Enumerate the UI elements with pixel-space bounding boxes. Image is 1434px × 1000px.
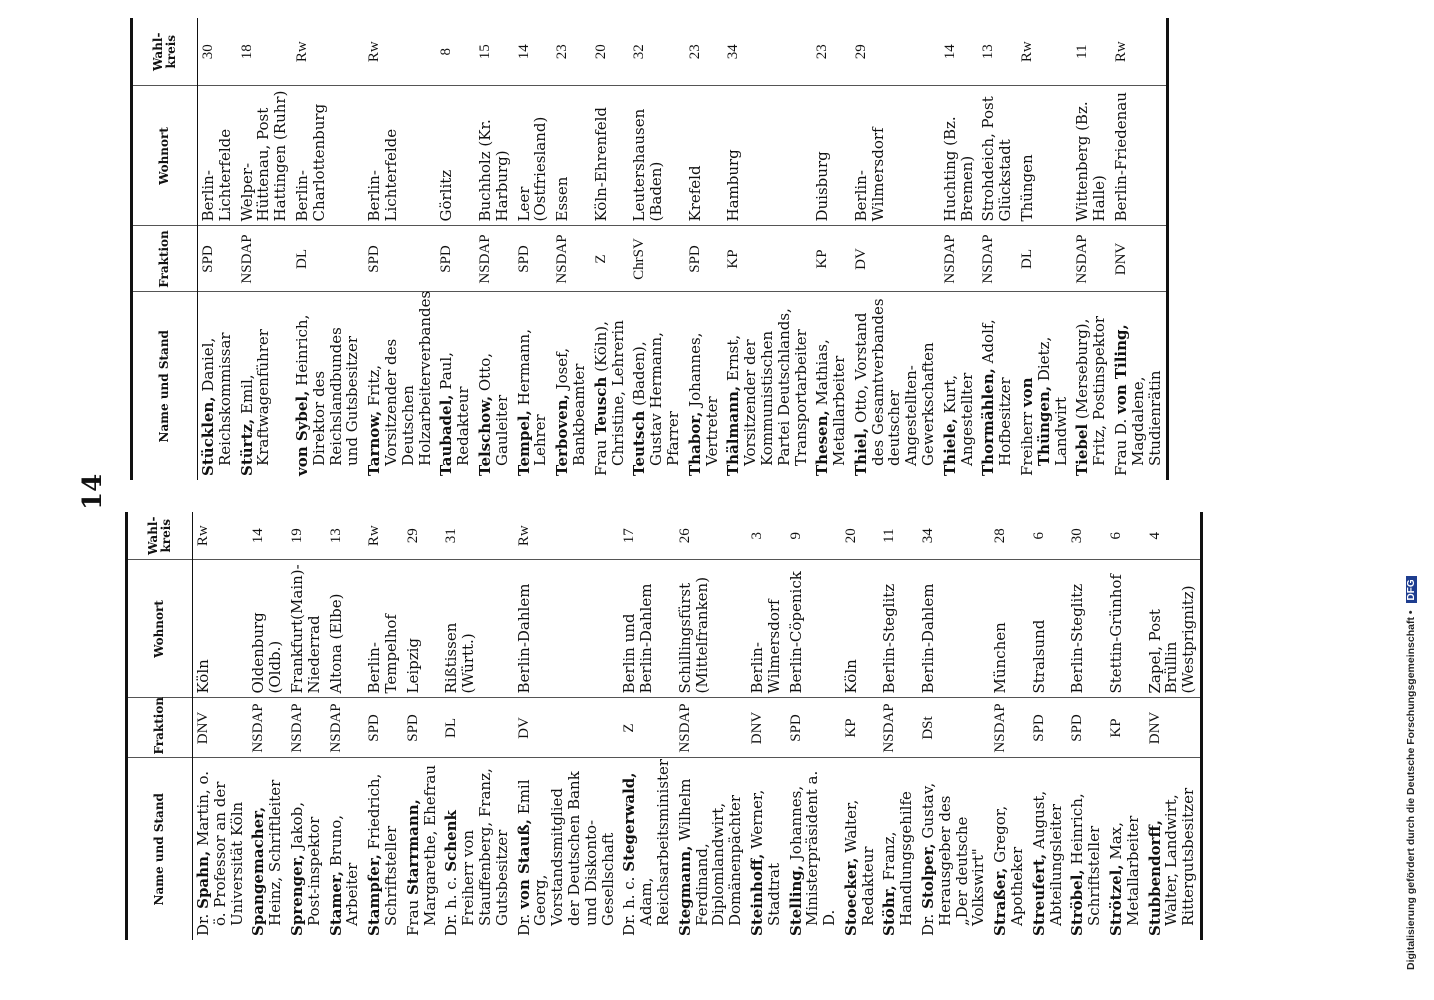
wohnort-cell: Berlin-Wilmersdorf bbox=[747, 560, 786, 698]
member-name-cell bbox=[287, 758, 326, 940]
table-row bbox=[514, 512, 620, 940]
wohnort-cell: Berlin-Lichterfelde bbox=[364, 86, 436, 226]
member-surname: Stolper, bbox=[919, 843, 938, 909]
name-prefix: Dr. bbox=[919, 913, 938, 936]
members-table-left bbox=[125, 512, 1203, 940]
fraktion-cell: DV bbox=[514, 698, 620, 758]
fraktion-cell: NSDAP bbox=[978, 226, 1017, 292]
wohnort-cell: Berlin-Wilmersdorf bbox=[851, 86, 940, 226]
wohnort-cell: Rißtissen (Württ.) bbox=[441, 560, 513, 698]
member-details: Walter, Redakteur bbox=[841, 799, 877, 926]
wahlkreis-cell: Rw bbox=[292, 18, 364, 86]
table-row bbox=[851, 18, 940, 480]
wohnort-cell: Hamburg bbox=[723, 86, 812, 226]
member-surname: Teusch bbox=[591, 376, 610, 436]
member-details: Martin, o. ö. Professor an der Universität Köln bbox=[194, 771, 246, 926]
member-details: Heinrich, Schriftsteller bbox=[1068, 793, 1104, 926]
member-surname: Terboven, bbox=[553, 394, 572, 476]
fraktion-cell: SPD bbox=[436, 226, 475, 292]
wahlkreis-cell: 20 bbox=[591, 18, 630, 86]
member-surname: Tiebel bbox=[1073, 423, 1092, 476]
member-surname: Ströbel, bbox=[1068, 869, 1087, 936]
fraktion-cell: DV bbox=[851, 226, 940, 292]
wohnort-cell: Duisburg bbox=[812, 86, 851, 226]
fraktion-cell: KP bbox=[1106, 698, 1145, 758]
member-surname: Schenk bbox=[442, 810, 461, 872]
wahlkreis-cell: 28 bbox=[990, 512, 1029, 560]
member-details: Wilhelm Ferdinand, Diplomlandwirt, Domänenpächter bbox=[675, 778, 745, 926]
wohnort-cell: Altona (Elbe) bbox=[326, 560, 365, 698]
wohnort-cell: Welper-Hüttenau, Post Hattingen (Ruhr) bbox=[237, 86, 292, 226]
member-surname: Stürtz, bbox=[237, 418, 256, 476]
member-name-cell bbox=[248, 758, 287, 940]
member-name-cell bbox=[1067, 758, 1106, 940]
wohnort-cell: Berlin-Tempelhof bbox=[364, 560, 403, 698]
fraktion-cell: SPD bbox=[1029, 698, 1068, 758]
fraktion-cell: NSDAP bbox=[940, 226, 979, 292]
member-surname: Stamer, bbox=[326, 871, 345, 936]
table-row bbox=[1067, 512, 1106, 940]
member-name-cell bbox=[629, 292, 684, 480]
wahlkreis-cell: 13 bbox=[978, 18, 1017, 86]
member-details: August, Abteilungsleiter bbox=[1029, 790, 1065, 926]
member-name-cell bbox=[747, 758, 786, 940]
wahlkreis-cell: 13 bbox=[326, 512, 365, 560]
member-name-cell bbox=[723, 292, 812, 480]
member-details: Daniel, Reichskommissar bbox=[199, 332, 234, 466]
fraktion-cell: SPD bbox=[786, 698, 841, 758]
wahlkreis-cell: 6 bbox=[1029, 512, 1068, 560]
footer-text: Digitalisierung gefördert durch die Deutsche Forschungsgemeinschaft • bbox=[1405, 610, 1417, 970]
member-name-cell bbox=[514, 292, 553, 480]
member-details: Heinz, Schriftleiter bbox=[266, 779, 285, 926]
member-details: Walter, Landwirt, Rittergutsbesitzer bbox=[1162, 787, 1198, 926]
member-details: Max, Metallarbeiter bbox=[1107, 815, 1142, 926]
member-name-cell bbox=[552, 292, 591, 480]
wohnort-cell: Stralsund bbox=[1029, 560, 1068, 698]
name-prefix: Frau bbox=[591, 439, 610, 476]
member-surname: von Tiling, bbox=[1112, 324, 1131, 414]
wohnort-cell: Essen bbox=[552, 86, 591, 226]
wohnort-cell: Berlin-Friedenau bbox=[1111, 86, 1168, 226]
member-surname: Steinhoff, bbox=[747, 853, 766, 936]
table-row bbox=[1017, 18, 1072, 480]
member-details: Josef, Bankbeamter bbox=[553, 348, 588, 466]
footer-credit bbox=[1405, 270, 1417, 970]
wahlkreis-cell: 17 bbox=[619, 512, 674, 560]
fraktion-cell: SPD bbox=[364, 698, 403, 758]
member-surname: Thesen, bbox=[813, 410, 832, 476]
wahlkreis-cell: 4 bbox=[1145, 512, 1202, 560]
member-details: Freiherr von Stauffenberg, Franz, Gutsbesitzer bbox=[459, 768, 511, 926]
member-name-cell bbox=[436, 292, 475, 480]
fraktion-cell: NSDAP bbox=[287, 698, 326, 758]
table-row bbox=[1029, 512, 1068, 940]
name-prefix: Dr. bbox=[514, 913, 533, 936]
wohnort-cell: Leipzig bbox=[403, 560, 442, 698]
member-details: Bruno, Arbeiter bbox=[326, 814, 362, 926]
wahlkreis-cell: Rw bbox=[514, 512, 620, 560]
fraktion-cell: DNV bbox=[747, 698, 786, 758]
wohnort-cell: Köln bbox=[841, 560, 880, 698]
wahlkreis-cell: 14 bbox=[248, 512, 287, 560]
wahlkreis-cell: 34 bbox=[723, 18, 812, 86]
table-row bbox=[879, 512, 918, 940]
table-row bbox=[1111, 18, 1168, 480]
table-row bbox=[841, 512, 880, 940]
member-details: Otto, Vorstand des Gesamtverbandes deutscher Angestellten-Gewerkschaften bbox=[851, 298, 938, 466]
fraktion-cell: DL bbox=[1017, 226, 1072, 292]
table-row bbox=[364, 512, 403, 940]
member-details: Johannes, Vertreter bbox=[685, 332, 721, 466]
table-row bbox=[812, 18, 851, 480]
member-name-cell bbox=[619, 758, 674, 940]
member-name-cell bbox=[326, 758, 365, 940]
member-surname: Taubadel, bbox=[437, 394, 456, 476]
member-surname: Streufert, bbox=[1029, 853, 1048, 936]
wohnort-cell: Berlin-Cöpenick bbox=[786, 560, 841, 698]
wahlkreis-cell: 29 bbox=[851, 18, 940, 86]
member-details: (Köln), Christine, Lehrerin bbox=[591, 320, 627, 466]
member-name-cell bbox=[685, 292, 724, 480]
header-wohnort: Wohnort bbox=[127, 560, 193, 698]
member-details: Franz, Handlungsgehilfe bbox=[880, 791, 916, 926]
wahlkreis-cell: Rw bbox=[364, 512, 403, 560]
name-prefix: Frau bbox=[403, 899, 422, 936]
member-details: Kurt, Angestellter bbox=[940, 372, 976, 466]
wahlkreis-cell: 3 bbox=[747, 512, 786, 560]
wahlkreis-cell: 23 bbox=[552, 18, 591, 86]
member-details: Magdalene, Studienrätin bbox=[1128, 370, 1164, 466]
member-surname: Thabor, bbox=[685, 411, 704, 476]
table-row bbox=[685, 18, 724, 480]
wohnort-cell: Berlin-Dahlem bbox=[514, 560, 620, 698]
member-details: Otto, Gauleiter bbox=[475, 352, 511, 466]
table-row bbox=[193, 512, 249, 940]
name-prefix: Dr. h. c. bbox=[620, 876, 639, 936]
member-name-cell bbox=[1029, 758, 1068, 940]
page-number: 14 bbox=[78, 473, 108, 510]
wohnort-cell: Stettin-Grünhof bbox=[1106, 560, 1145, 698]
member-details: (Merseburg), Fritz, Postinspektor bbox=[1073, 315, 1109, 466]
fraktion-cell: KP bbox=[723, 226, 812, 292]
member-name-cell bbox=[851, 292, 940, 480]
wahlkreis-cell: 29 bbox=[403, 512, 442, 560]
wohnort-cell: Berlin und Berlin-Dahlem bbox=[619, 560, 674, 698]
member-name-cell bbox=[364, 758, 403, 940]
table-row bbox=[629, 18, 684, 480]
member-details: Johannes, Ministerpräsident a. D. bbox=[786, 770, 839, 926]
member-details: Hermann, Lehrer bbox=[514, 329, 550, 466]
fraktion-cell: NSDAP bbox=[1072, 226, 1111, 292]
table-row bbox=[287, 512, 326, 940]
fraktion-cell: SPD bbox=[1067, 698, 1106, 758]
member-details: Werner, Stadtrat bbox=[747, 789, 783, 926]
table-row bbox=[514, 18, 553, 480]
wohnort-cell: Köln bbox=[193, 560, 249, 698]
member-name-cell bbox=[675, 758, 747, 940]
member-name-cell bbox=[1106, 758, 1145, 940]
wohnort-cell: Zapel, Post Brüllin (Westprignitz) bbox=[1145, 560, 1202, 698]
member-name-cell bbox=[1145, 758, 1202, 940]
member-details: Adolf, Hofbesitzer bbox=[979, 319, 1015, 466]
table-row bbox=[292, 18, 364, 480]
member-surname: Stöhr, bbox=[880, 885, 899, 936]
name-prefix: Dr. h. c. bbox=[442, 876, 461, 936]
dfg-logo: DFG bbox=[1406, 576, 1417, 603]
fraktion-cell: SPD bbox=[198, 226, 237, 292]
fraktion-cell: SPD bbox=[514, 226, 553, 292]
table-row bbox=[990, 512, 1029, 940]
fraktion-cell: DSt bbox=[918, 698, 990, 758]
header-wahlkreis: Wahl-kreis bbox=[127, 512, 193, 560]
wahlkreis-cell: 23 bbox=[685, 18, 724, 86]
member-surname: Tempel, bbox=[514, 410, 533, 476]
member-details: Heinrich, Direktor des Reichslandbundes und Gutsbesitzer bbox=[292, 314, 362, 466]
header-fraktion: Fraktion bbox=[127, 698, 193, 758]
member-name-cell bbox=[441, 758, 513, 940]
member-details: Jakob, Post-inspektor bbox=[287, 802, 323, 926]
wahlkreis-cell: 11 bbox=[879, 512, 918, 560]
fraktion-cell: NSDAP bbox=[552, 226, 591, 292]
wohnort-cell: Oldenburg (Oldb.) bbox=[248, 560, 287, 698]
member-surname: Spahn, bbox=[194, 850, 212, 909]
table-body-right bbox=[198, 18, 1168, 480]
table-row bbox=[918, 512, 990, 940]
table-row bbox=[364, 18, 436, 480]
member-details: Margarethe, Ehefrau bbox=[420, 765, 439, 926]
member-details: Mathias, Metallarbeiter bbox=[813, 339, 849, 466]
fraktion-cell: NSDAP bbox=[237, 226, 292, 292]
wohnort-cell: München bbox=[990, 560, 1029, 698]
wahlkreis-cell: 14 bbox=[514, 18, 553, 86]
table-row bbox=[441, 512, 513, 940]
member-surname: von Thüngen, bbox=[1018, 377, 1053, 466]
table-row bbox=[1106, 512, 1145, 940]
wohnort-cell: Berlin-Charlottenburg bbox=[292, 86, 364, 226]
fraktion-cell: SPD bbox=[364, 226, 436, 292]
wahlkreis-cell: 31 bbox=[441, 512, 513, 560]
table-row bbox=[248, 512, 287, 940]
wohnort-cell: Berlin-Steglitz bbox=[879, 560, 918, 698]
member-surname: Tarnow, bbox=[365, 410, 384, 476]
member-surname: Straßer, bbox=[991, 867, 1010, 936]
wohnort-cell: Berlin-Steglitz bbox=[1067, 560, 1106, 698]
member-surname: Thiel, bbox=[851, 427, 870, 476]
fraktion-cell: NSDAP bbox=[675, 698, 747, 758]
header-name: Name und Stand bbox=[127, 758, 193, 940]
fraktion-cell: KP bbox=[841, 698, 880, 758]
table-row bbox=[723, 18, 812, 480]
name-prefix: Dr. bbox=[194, 913, 212, 936]
wahlkreis-cell: 34 bbox=[918, 512, 990, 560]
member-details: (Baden), Gustav Hermann, Pfarrer bbox=[630, 332, 682, 466]
member-details: Gustav, Herausgeber des „Der deutsche Volkswirt" bbox=[919, 782, 988, 926]
member-name-cell bbox=[198, 292, 237, 480]
header-wohnort: Wohnort bbox=[132, 86, 198, 226]
fraktion-cell: Z bbox=[619, 698, 674, 758]
member-surname: Stücklen, bbox=[199, 396, 217, 476]
fraktion-cell: NSDAP bbox=[326, 698, 365, 758]
wohnort-cell: Köln-Ehrenfeld bbox=[591, 86, 630, 226]
header-fraktion: Fraktion bbox=[132, 226, 198, 292]
name-prefix: Freiherr bbox=[1018, 411, 1037, 476]
member-name-cell bbox=[591, 292, 630, 480]
member-surname: Thälmann, bbox=[724, 385, 743, 476]
table-row bbox=[403, 512, 442, 940]
wahlkreis-cell: 19 bbox=[287, 512, 326, 560]
wahlkreis-cell: Rw bbox=[1111, 18, 1168, 86]
wohnort-cell: Wittenberg (Bz. Halle) bbox=[1072, 86, 1111, 226]
table-row bbox=[326, 512, 365, 940]
table-row bbox=[1072, 18, 1111, 480]
member-surname: Thormählen, bbox=[979, 368, 998, 476]
table-row bbox=[436, 18, 475, 480]
member-name-cell bbox=[292, 292, 364, 480]
table-row bbox=[675, 512, 747, 940]
fraktion-cell: NSDAP bbox=[879, 698, 918, 758]
member-surname: Strötzel, bbox=[1107, 864, 1126, 936]
table-body-left bbox=[193, 512, 1202, 940]
fraktion-cell: SPD bbox=[685, 226, 724, 292]
fraktion-cell: NSDAP bbox=[248, 698, 287, 758]
fraktion-cell: NSDAP bbox=[475, 226, 514, 292]
member-name-cell bbox=[364, 292, 436, 480]
table-row bbox=[978, 18, 1017, 480]
wahlkreis-cell: 6 bbox=[1106, 512, 1145, 560]
header-name: Name und Stand bbox=[132, 292, 198, 480]
wahlkreis-cell: 9 bbox=[786, 512, 841, 560]
fraktion-cell: DNV bbox=[193, 698, 249, 758]
member-name-cell bbox=[1017, 292, 1072, 480]
table-row bbox=[619, 512, 674, 940]
member-surname: Stubbendorff, bbox=[1145, 819, 1164, 936]
header-wahlkreis: Wahl-kreis bbox=[132, 18, 198, 86]
wahlkreis-cell: 14 bbox=[940, 18, 979, 86]
member-details: Friedrich, Schriftsteller bbox=[365, 773, 400, 926]
wahlkreis-cell: Rw bbox=[1017, 18, 1072, 86]
wohnort-cell: Frankfurt(Main)-Niederrad bbox=[287, 560, 326, 698]
member-name-cell bbox=[841, 758, 880, 940]
member-surname: Starrmann, bbox=[403, 799, 422, 896]
wahlkreis-cell: 20 bbox=[841, 512, 880, 560]
fraktion-cell: ChrSV bbox=[629, 226, 684, 292]
member-name-cell bbox=[990, 758, 1029, 940]
member-surname: von Sybel, bbox=[292, 390, 311, 476]
member-details: Paul, Redakteur bbox=[437, 352, 473, 466]
wahlkreis-cell: 30 bbox=[198, 18, 237, 86]
wohnort-cell: Strohdeich, Post Glückstadt bbox=[978, 86, 1017, 226]
member-name-cell bbox=[475, 292, 514, 480]
name-prefix: Frau D. bbox=[1112, 418, 1131, 476]
member-details: Gregor, Apotheker bbox=[991, 805, 1027, 926]
wahlkreis-cell: 26 bbox=[675, 512, 747, 560]
wahlkreis-cell: 23 bbox=[812, 18, 851, 86]
member-name-cell bbox=[1111, 292, 1168, 480]
member-surname: Stegerwald, bbox=[620, 772, 639, 872]
fraktion-cell: DL bbox=[441, 698, 513, 758]
wohnort-cell: Krefeld bbox=[685, 86, 724, 226]
member-surname: Telschow, bbox=[475, 395, 494, 476]
member-name-cell bbox=[403, 758, 442, 940]
table-row bbox=[198, 18, 237, 480]
wohnort-cell: Schillingsfürst (Mittelfranken) bbox=[675, 560, 747, 698]
wahlkreis-cell: 8 bbox=[436, 18, 475, 86]
wahlkreis-cell: 15 bbox=[475, 18, 514, 86]
fraktion-cell: DNV bbox=[1111, 226, 1168, 292]
fraktion-cell: SPD bbox=[403, 698, 442, 758]
member-name-cell bbox=[514, 758, 620, 940]
member-details: Adam, Reichsarbeitsminister bbox=[637, 758, 672, 926]
member-surname: von Stauß, bbox=[514, 819, 533, 909]
wahlkreis-cell: 18 bbox=[237, 18, 292, 86]
wohnort-cell: Buchholz (Kr. Harburg) bbox=[475, 86, 514, 226]
table-row bbox=[475, 18, 514, 480]
wahlkreis-cell: 11 bbox=[1072, 18, 1111, 86]
wohnort-cell: Görlitz bbox=[436, 86, 475, 226]
table-row bbox=[747, 512, 786, 940]
member-details: Fritz, Vorsitzender des Deutschen Holzarbeiterverbandes bbox=[365, 290, 434, 466]
wahlkreis-cell: Rw bbox=[364, 18, 436, 86]
member-details: Emil, Kraftwagenführer bbox=[237, 329, 273, 466]
member-surname: Stoecker, bbox=[841, 857, 860, 936]
member-name-cell bbox=[1072, 292, 1111, 480]
member-surname: Thiele, bbox=[940, 418, 959, 476]
wohnort-cell: Berlin-Dahlem bbox=[918, 560, 990, 698]
member-name-cell bbox=[918, 758, 990, 940]
table-row bbox=[552, 18, 591, 480]
member-name-cell bbox=[786, 758, 841, 940]
member-surname: Sprenger, bbox=[287, 854, 306, 936]
member-details: Ernst, Vorsitzender der Kommunistischen Partei Deutschlands, Transportarbeiter bbox=[724, 308, 810, 466]
table-row bbox=[786, 512, 841, 940]
wahlkreis-cell: 30 bbox=[1067, 512, 1106, 560]
member-name-cell bbox=[812, 292, 851, 480]
wahlkreis-cell: 32 bbox=[629, 18, 684, 86]
wohnort-cell: Leutershausen (Baden) bbox=[629, 86, 684, 226]
wohnort-cell: Berlin-Lichterfelde bbox=[198, 86, 237, 226]
wohnort-cell: Thüngen bbox=[1017, 86, 1072, 226]
member-name-cell bbox=[978, 292, 1017, 480]
member-name-cell bbox=[193, 758, 249, 940]
member-surname: Spangemacher, bbox=[249, 806, 268, 936]
member-surname: Stegmann, bbox=[675, 845, 694, 936]
member-details: Emil Georg, Vorstandsmitglied der Deutschen Bank und Diskonto-Gesellschaft bbox=[514, 771, 617, 926]
fraktion-cell: NSDAP bbox=[990, 698, 1029, 758]
member-surname: Stelling, bbox=[786, 864, 805, 936]
member-name-cell bbox=[237, 292, 292, 480]
table-row bbox=[940, 18, 979, 480]
member-name-cell bbox=[879, 758, 918, 940]
member-name-cell bbox=[940, 292, 979, 480]
fraktion-cell: KP bbox=[812, 226, 851, 292]
member-surname: Teutsch bbox=[630, 410, 649, 476]
members-table-right bbox=[130, 18, 1169, 480]
member-details: Dietz, Landwirt bbox=[1034, 336, 1070, 466]
table-row bbox=[1145, 512, 1202, 940]
fraktion-cell: DNV bbox=[1145, 698, 1202, 758]
fraktion-cell: DL bbox=[292, 226, 364, 292]
member-surname: Stampfer, bbox=[365, 854, 384, 936]
wohnort-cell: Huchting (Bz. Bremen) bbox=[940, 86, 979, 226]
wahlkreis-cell: Rw bbox=[193, 512, 249, 560]
table-row bbox=[237, 18, 292, 480]
table-row bbox=[591, 18, 630, 480]
wohnort-cell: Leer (Ostfriesland) bbox=[514, 86, 553, 226]
fraktion-cell: Z bbox=[591, 226, 630, 292]
